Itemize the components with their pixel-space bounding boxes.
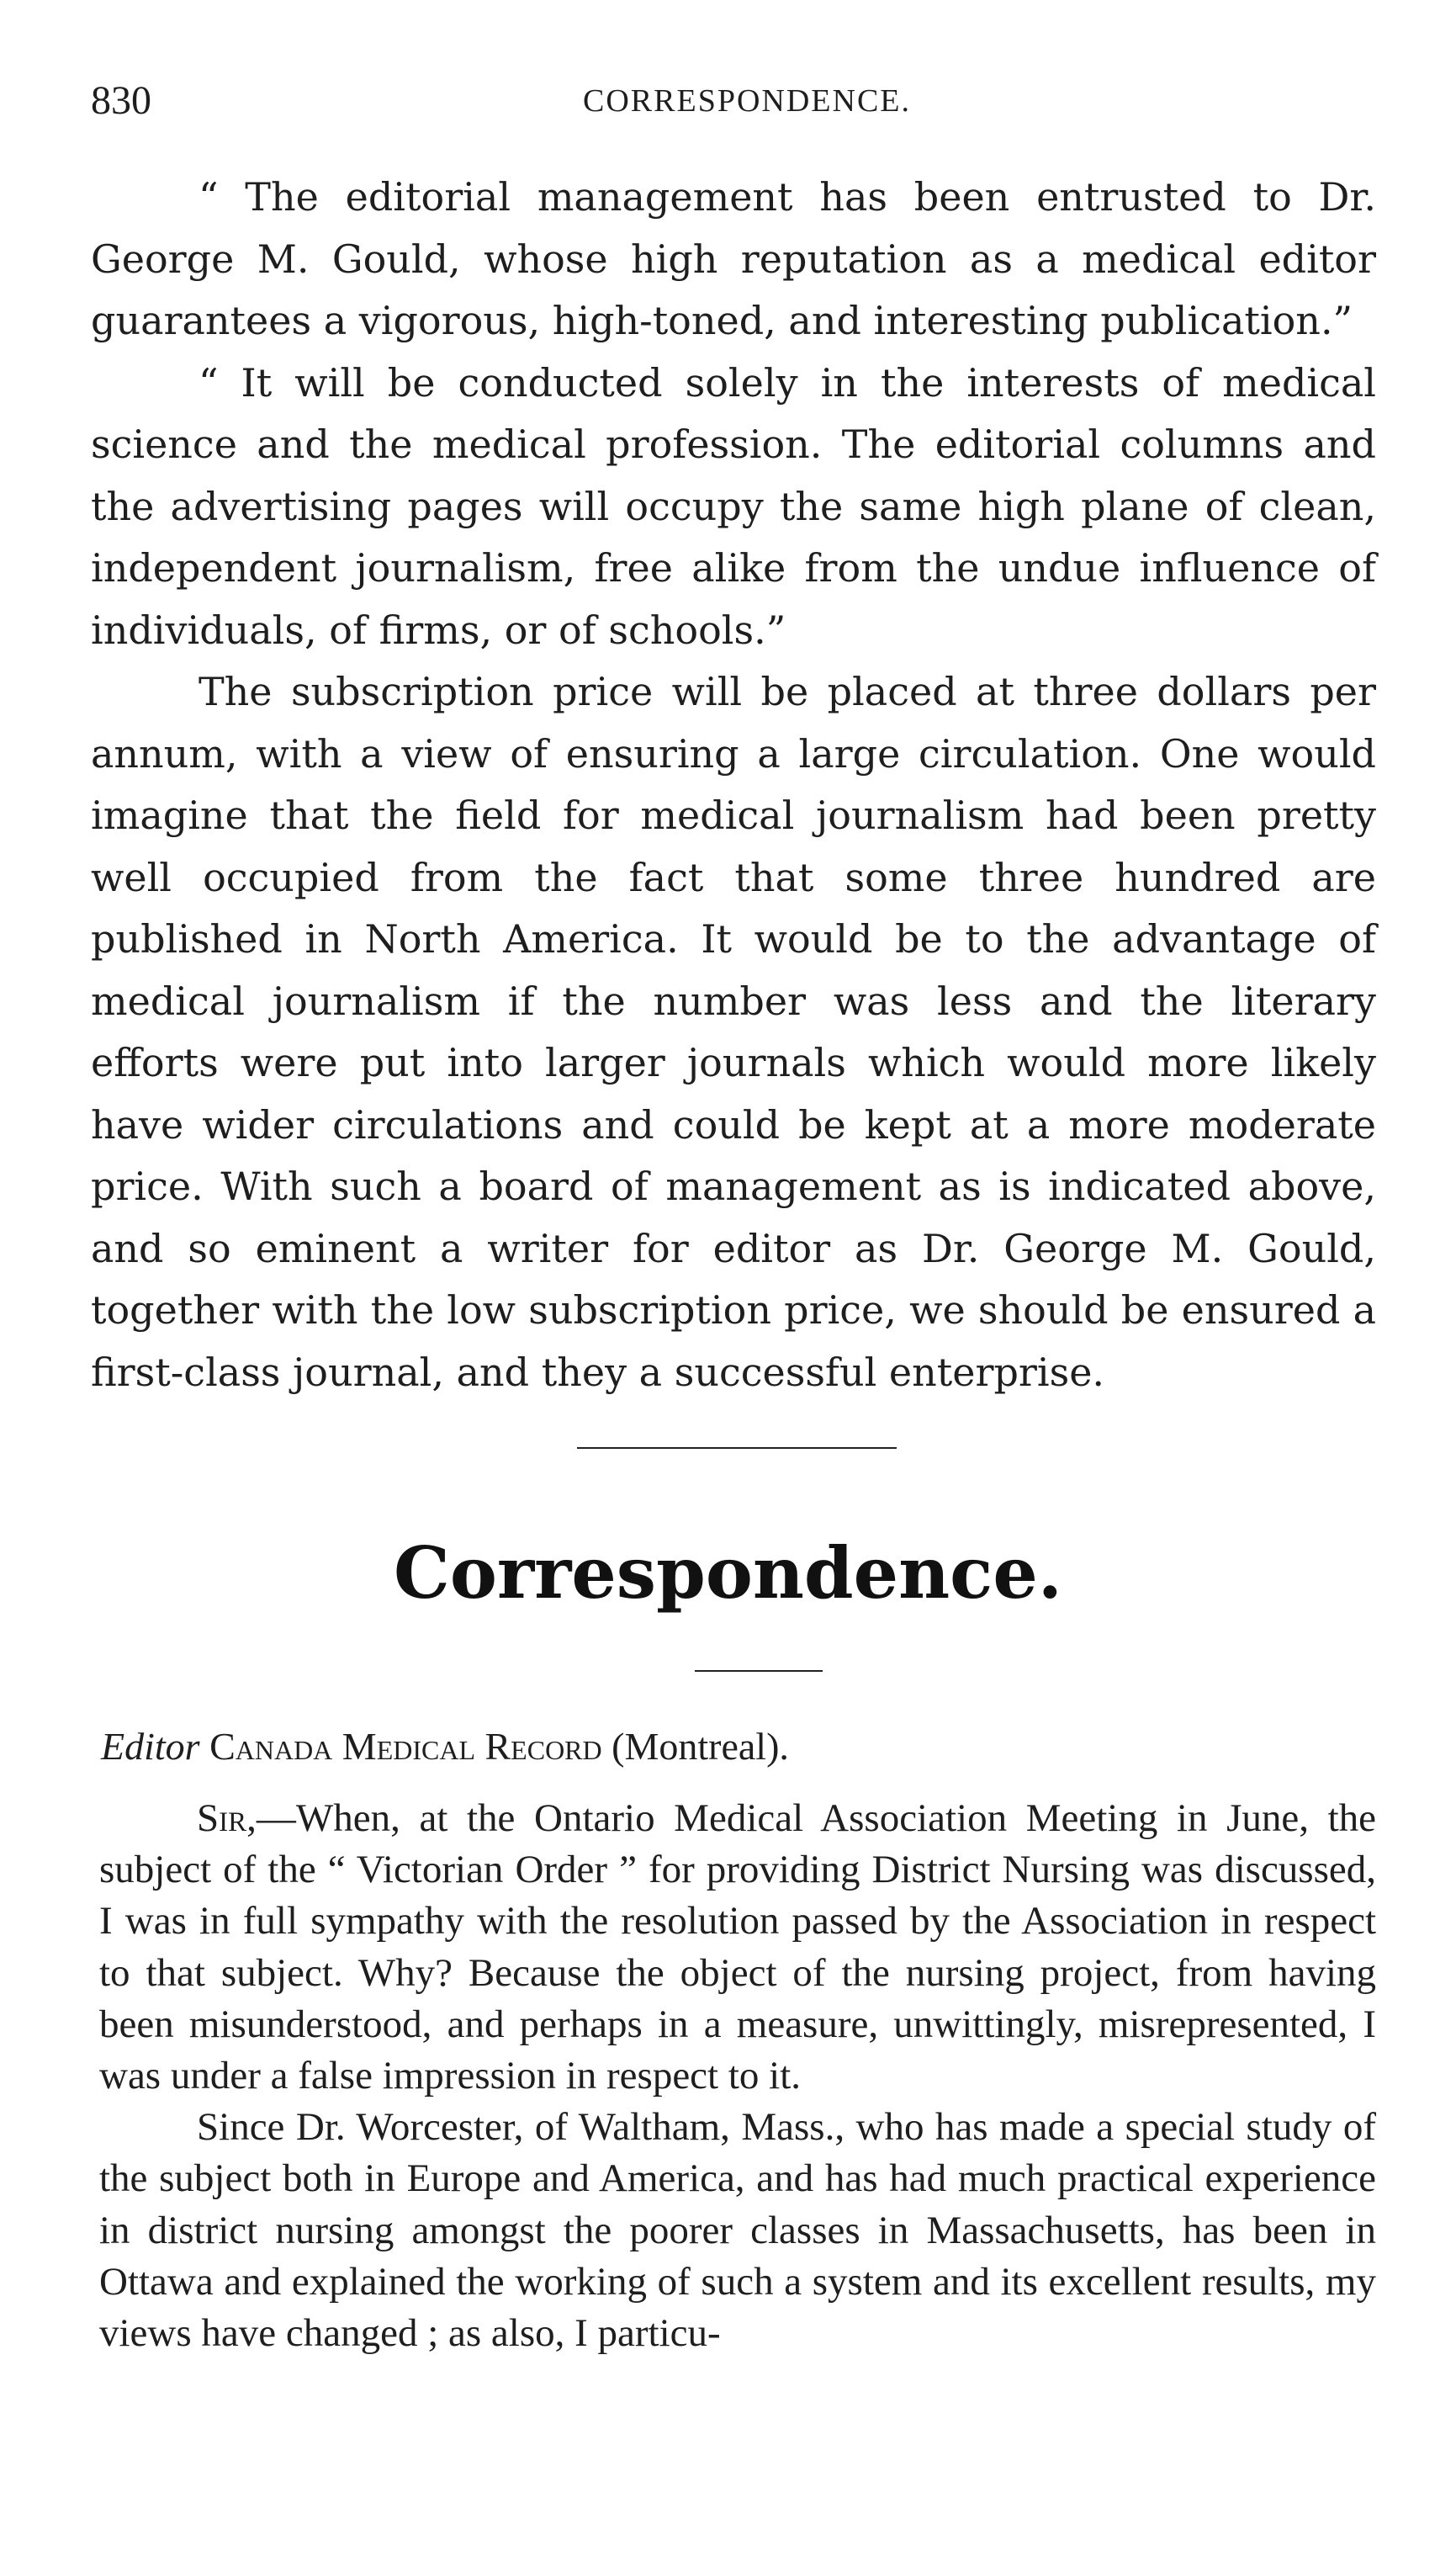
editorial-text [91,167,1376,1403]
addressee-publication: Canada Medical Record [209,1725,602,1768]
letter-paragraph: Since Dr. Worcester, of Waltham, Mass., who has made a special study of the subject both in Europe and America, and has had much practical experience in district nursing amongst the poorer classes in Massachusetts, has been in Ottawa and explained the working of such a system and its excellent results, my views have changed ; as also, I particu- [99,2105,1376,2356]
letter-body [99,1793,1376,2359]
heading-underline [695,1670,823,1672]
letter-paragraph [99,1793,1376,2102]
letter-paragraph-text: —When, at the Ontario Medical Association Meeting in June, the subject of the “ Victorian Order ” for providing District Nursing was discussed, I was in full sympathy with the resolution passed by the Association in respect to that subject. Why? Because the object of the nursing project, from having been misunderstood, and perhaps in a measure, unwittingly, misrepresented, I was under a false impression in respect to it. [99,1796,1376,2098]
addressee-location: (Montreal). [612,1725,789,1768]
letter-salutation: Sir, [197,1796,257,1840]
section-divider [577,1447,897,1449]
letter-addressee [101,1720,789,1774]
running-head [91,77,1403,136]
paragraph: The subscription price will be placed at three dollars per annum, with a view of ensuring a large circulation. One would imagine that the field for medical journalism had been pretty well occupied from the fact that some three hundred are published in North America. It would be to the advantage of medical journalism if the number was less and the literary efforts were put into larger journals which would more likely have wider circulations and could be kept at a more moderate price. With such a board of management as is indicated above, and so eminent a writer for editor as Dr. George M. Gould, together with the low subscription price, we should be ensured a first-class journal, and they a successful enterprise. [91,669,1376,1395]
running-title: CORRESPONDENCE. [583,83,911,119]
section-heading: Correspondence. [393,1531,1063,1615]
page-number: 830 [91,78,151,123]
addressee-editor: Editor [101,1725,200,1768]
paragraph: “ It will be conducted solely in the interests of medical science and the medical profession. The editorial columns and the advertising pages will occupy the same high plane of clean, independent journalism, free alike from the undue influence of individuals, of firms, or of schools.” [91,359,1376,653]
paragraph: “ The editorial management has been entrusted to Dr. George M. Gould, whose high reputation as a medical editor guarantees a vigorous, high-toned, and interesting publication.” [91,174,1376,343]
